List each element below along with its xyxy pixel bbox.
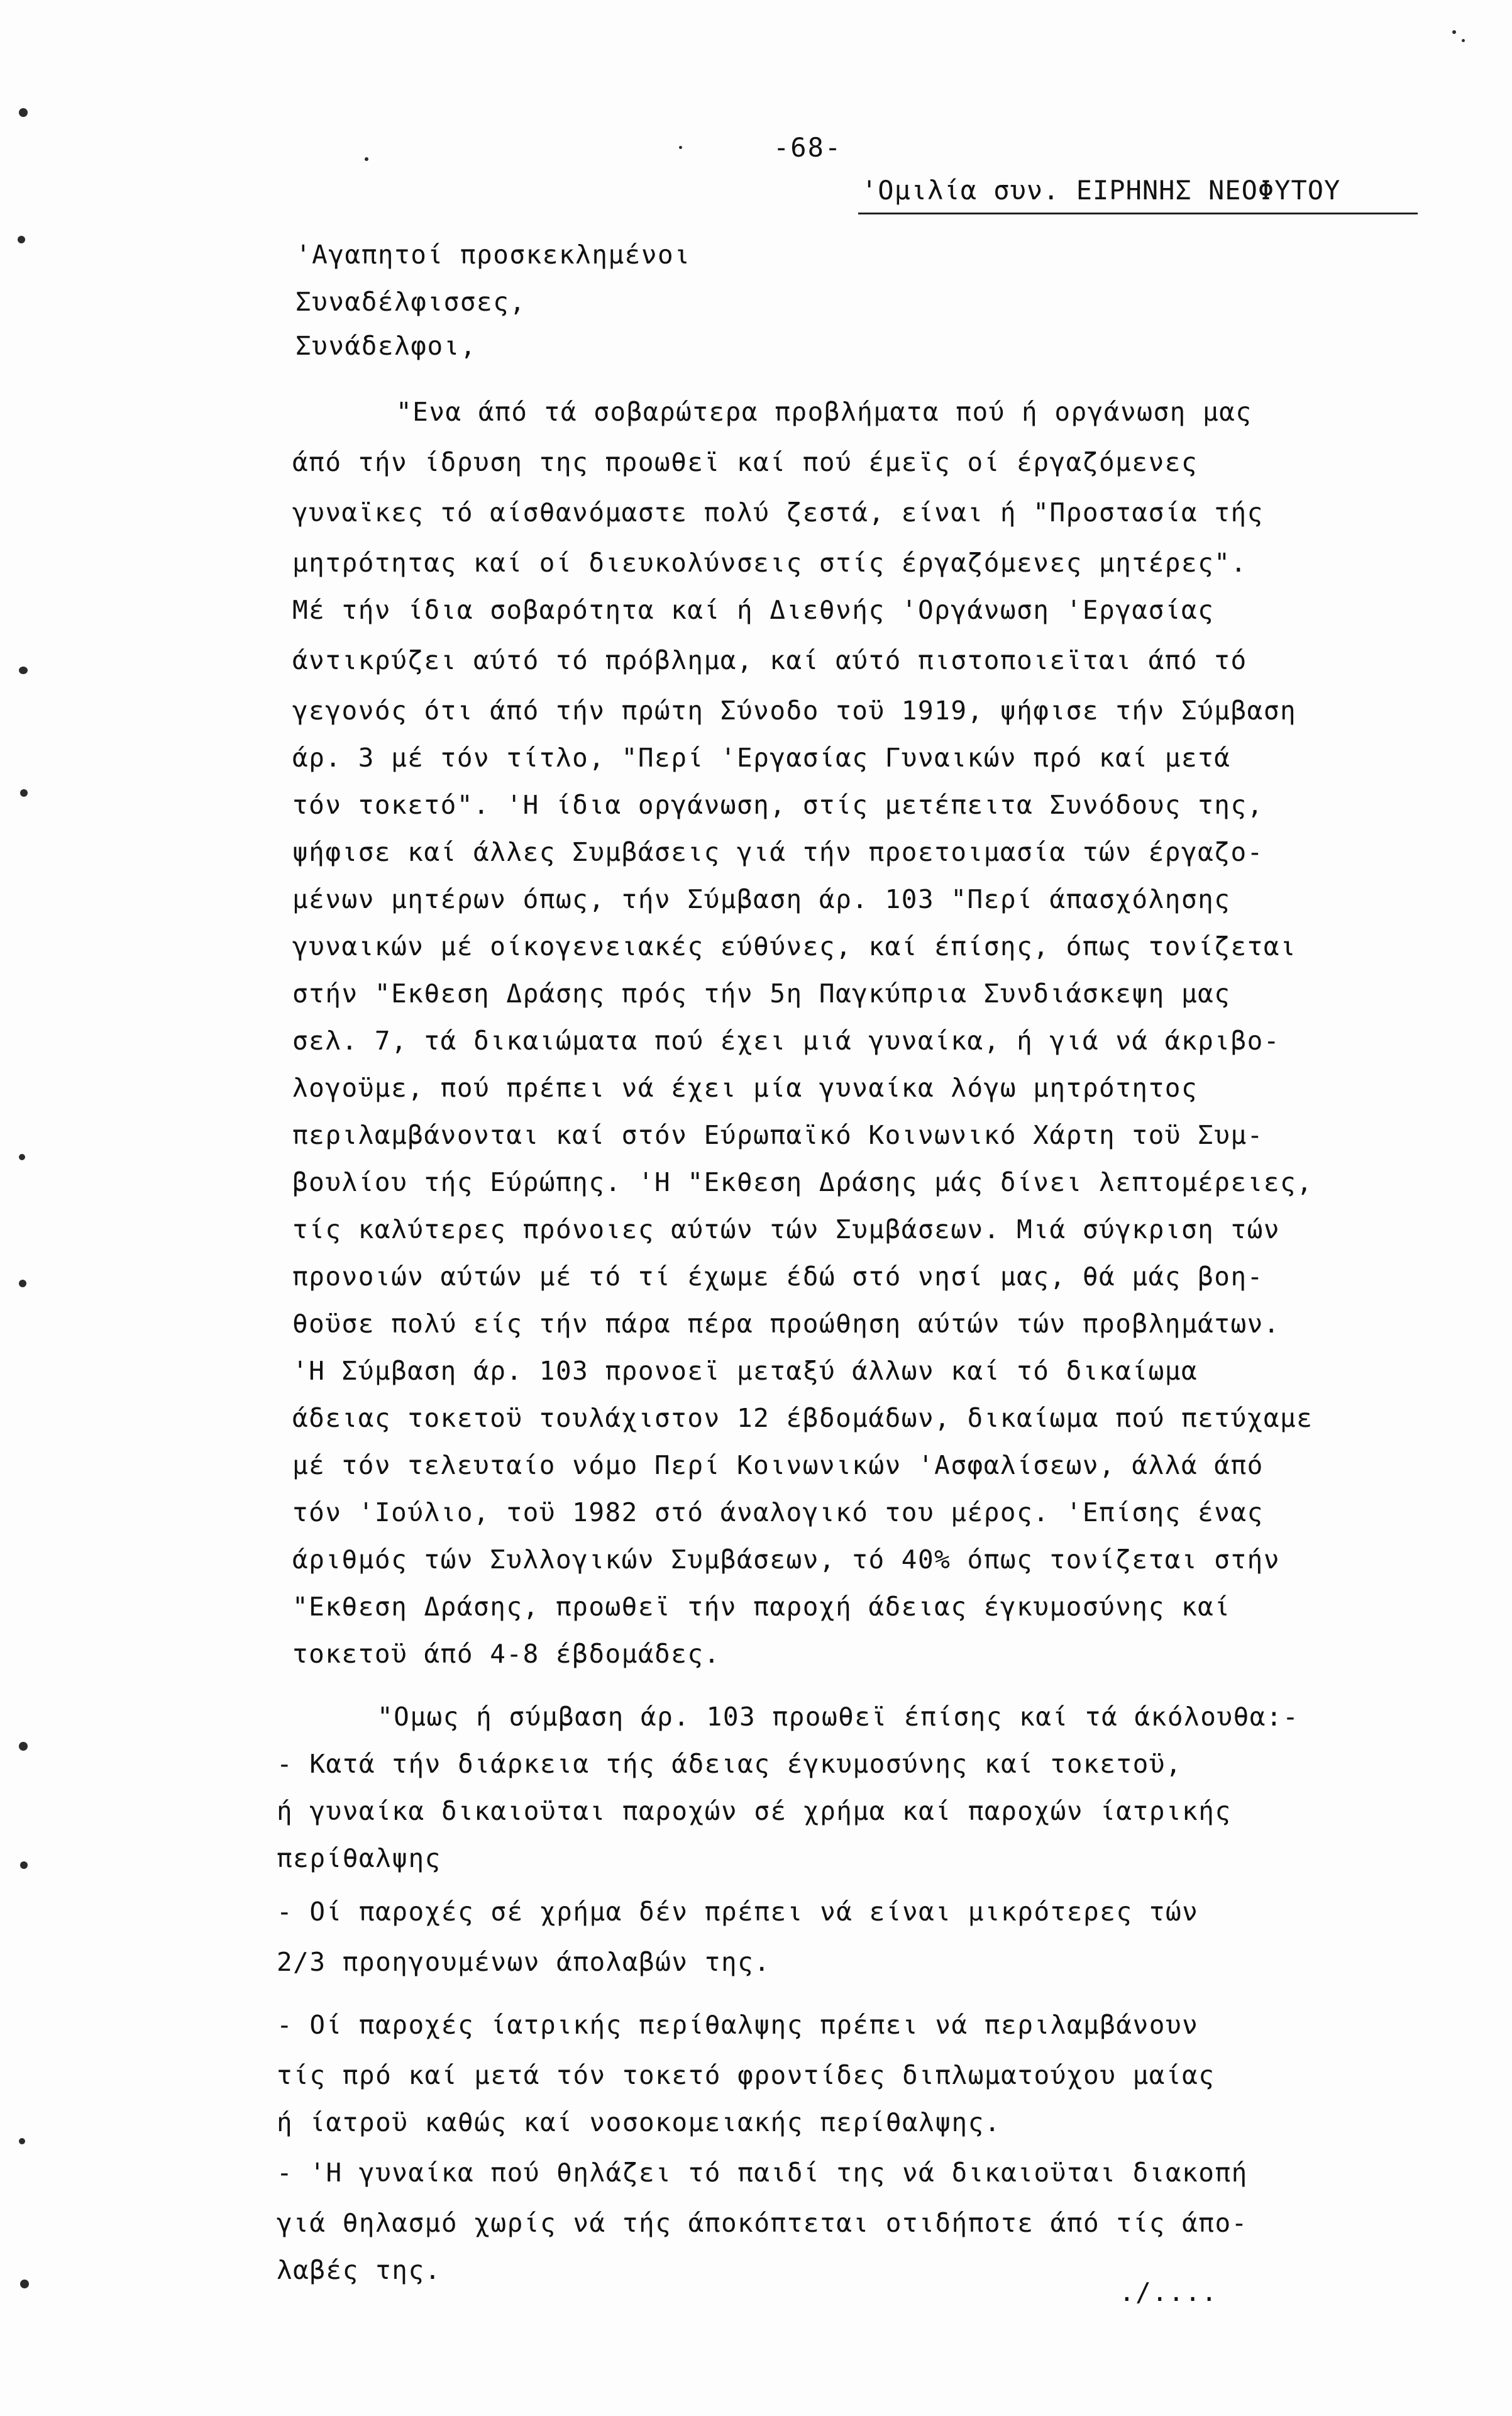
- text-line: σελ. 7, τά δικαιώματα πού έχει μιά γυναίκα, ή γιά νά άκριβο-: [292, 1026, 1281, 1056]
- text-line: "Ομως ή σύμβαση άρ. 103 προωθεϊ έπίσης καί τά άκόλουθα:-: [377, 1702, 1300, 1732]
- text-line: άντικρύζει αύτό τό πρόβλημα, καί αύτό πιστοποιεϊται άπό τό: [292, 645, 1247, 675]
- bullet-line: - 'Η γυναίκα πού θηλάζει τό παιδί της νά δικαιοϋται διακοπή: [277, 2158, 1248, 2188]
- text-line: "Εκθεση Δράσης, προωθεϊ τήν παροχή άδειας έγκυμοσύνης καί: [292, 1592, 1231, 1622]
- scan-speck: [20, 789, 28, 797]
- text-line: 'Η Σύμβαση άρ. 103 προνοεϊ μεταξύ άλλων καί τό δικαίωμα: [292, 1356, 1198, 1386]
- salutation-line: Συναδέλφισσες,: [295, 287, 526, 317]
- text-line: γιά θηλασμό χωρίς νά τής άποκόπτεται οτιδήποτε άπό τίς άπο-: [277, 2208, 1248, 2238]
- scan-speck: [365, 157, 368, 161]
- text-line: γεγονός ότι άπό τήν πρώτη Σύνοδο τοϋ 1919, ψήφισε τήν Σύμβαση: [292, 695, 1297, 726]
- text-line: μένων μητέρων όπως, τήν Σύμβαση άρ. 103 "Περί άπασχόλησης: [292, 884, 1231, 914]
- bullet-line: - Οί παροχές ίατρικής περίθαλψης πρέπει νά περιλαμβάνουν: [277, 2010, 1199, 2040]
- scan-speck: [19, 1154, 25, 1160]
- text-line: άρ. 3 μέ τόν τίτλο, "Περί 'Εργασίας Γυναικών πρό καί μετά: [292, 743, 1231, 773]
- scan-speck: [679, 146, 682, 149]
- text-line: γυναϊκες τό αίσθανόμαστε πολύ ζεστά, είναι ή "Προστασία τής: [292, 497, 1264, 528]
- text-line: τίς καλύτερες πρόνοιες αύτών τών Συμβάσεων. Μιά σύγκριση τών: [292, 1214, 1281, 1244]
- text-line: μητρότητας καί οί διευκολύνσεις στίς έργαζόμενες μητέρες".: [292, 548, 1247, 578]
- text-line: λογοϋμε, πού πρέπει νά έχει μία γυναίκα λόγω μητρότητος: [292, 1073, 1198, 1103]
- page-number: -68-: [773, 132, 842, 163]
- text-line: βουλίου τής Εύρώπης. 'Η "Εκθεση Δράσης μάς δίνει λεπτομέρειες,: [292, 1167, 1313, 1197]
- text-line: "Ενα άπό τά σοβαρώτερα προβλήματα πού ή οργάνωση μας: [396, 397, 1252, 427]
- text-line: περίθαλψης: [277, 1843, 441, 1873]
- text-line: θοϋσε πολύ είς τήν πάρα πέρα προώθηση αύτών τών προβλημάτων.: [292, 1309, 1281, 1339]
- bullet-line: - Οί παροχές σέ χρήμα δέν πρέπει νά είναι μικρότερες τών: [277, 1897, 1199, 1927]
- scan-speck: [1452, 30, 1456, 34]
- text-line: προνοιών αύτών μέ τό τί έχωμε έδώ στό νησί μας, θά μάς βοη-: [292, 1261, 1264, 1292]
- text-line: άριθμός τών Συλλογικών Συμβάσεων, τό 40% όπως τονίζεται στήν: [292, 1544, 1281, 1575]
- text-line: λαβές της.: [277, 2255, 441, 2285]
- text-line: τοκετοϋ άπό 4-8 έβδομάδες.: [292, 1639, 720, 1669]
- text-line: άδειας τοκετοϋ τουλάχιστον 12 έβδομάδων, δικαίωμα πού πετύχαμε: [292, 1403, 1313, 1433]
- text-line: περιλαμβάνονται καί στόν Εύρωπαϊκό Κοινωνικό Χάρτη τοϋ Συμ-: [292, 1120, 1264, 1150]
- text-line: στήν "Εκθεση Δράσης πρός τήν 5η Παγκύπρια Συνδιάσκεψη μας: [292, 978, 1231, 1009]
- salutation-line: 'Αγαπητοί προσκεκλημένοι: [295, 240, 691, 270]
- text-line: ψήφισε καί άλλες Συμβάσεις γιά τήν προετοιμασία τών έργαζο-: [292, 837, 1264, 867]
- bullet-line: - Κατά τήν διάρκεια τής άδειας έγκυμοσύνης καί τοκετοϋ,: [277, 1749, 1183, 1779]
- scan-speck: [18, 236, 25, 243]
- text-line: ή ίατροϋ καθώς καί νοσοκομειακής περίθαλψης.: [277, 2107, 1002, 2137]
- speech-title: 'Ομιλία συν. ΕΙΡΗΝΗΣ ΝΕΟΦΥΤΟΥ: [861, 175, 1341, 206]
- scan-speck: [19, 667, 28, 674]
- salutation-line: Συνάδελφοι,: [295, 331, 477, 361]
- text-line: ή γυναίκα δικαιοϋται παροχών σέ χρήμα καί παροχών ίατρικής: [277, 1796, 1232, 1826]
- text-line: Μέ τήν ίδια σοβαρότητα καί ή Διεθνής 'Οργάνωση 'Εργασίας: [292, 595, 1215, 625]
- text-line: μέ τόν τελευταίο νόμο Περί Κοινωνικών 'Ασφαλίσεων, άλλά άπό: [292, 1450, 1264, 1480]
- text-line: άπό τήν ίδρυση της προωθεϊ καί πού έμεϊς οί έργαζόμενες: [292, 447, 1198, 477]
- scan-speck: [19, 1280, 26, 1287]
- scan-speck: [20, 2280, 29, 2288]
- text-line: τόν 'Ιούλιο, τοϋ 1982 στό άναλογικό του μέρος. 'Επίσης ένας: [292, 1497, 1264, 1527]
- scan-speck: [19, 2138, 25, 2144]
- text-line: τόν τοκετό". 'Η ίδια οργάνωση, στίς μετέπειτα Συνόδους της,: [292, 790, 1264, 820]
- scan-speck: [19, 108, 28, 117]
- text-line: 2/3 προηγουμένων άπολαβών της.: [277, 1947, 771, 1977]
- scan-speck: [19, 1742, 28, 1751]
- text-line: τίς πρό καί μετά τόν τοκετό φροντίδες διπλωματούχου μαίας: [277, 2060, 1215, 2090]
- continuation-mark: ./....: [1119, 2277, 1218, 2307]
- scan-speck: [1462, 39, 1465, 42]
- text-line: γυναικών μέ οίκογενειακές εύθύνες, καί έπίσης, όπως τονίζεται: [292, 931, 1297, 961]
- scan-speck: [20, 1861, 28, 1869]
